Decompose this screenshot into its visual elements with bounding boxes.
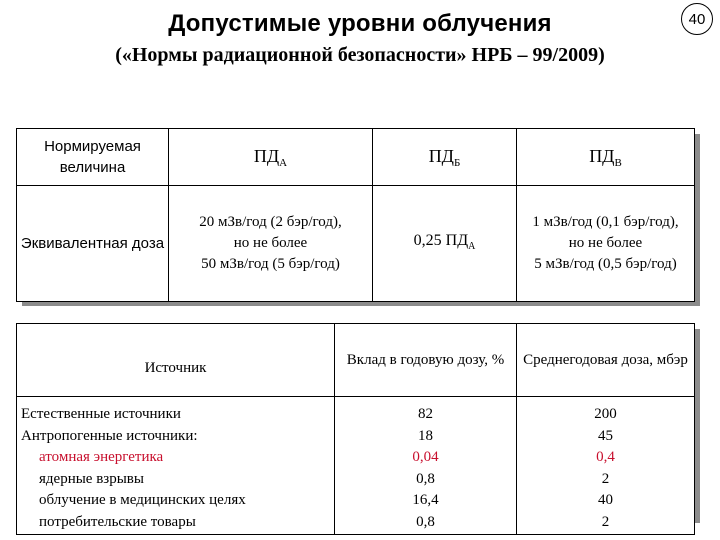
list-item: 2 [601, 513, 610, 530]
list-item: 18 [418, 427, 433, 444]
list-item: 45 [598, 427, 613, 444]
list-item: 200 [594, 406, 617, 422]
sources-table-header [17, 324, 695, 397]
list-item: атомная энергетика [39, 449, 164, 466]
source-list [17, 397, 335, 535]
header-pd-b: $ПД_Б$ [373, 129, 517, 186]
row-label-cell: Эквивалентная доза [17, 186, 169, 302]
limits-table-row [17, 186, 695, 302]
header-label-cell: Нормируемая величина [17, 129, 169, 186]
header-pd-v: $ПД_В$ [517, 129, 695, 186]
list-item: ядерные взрывы [39, 470, 144, 487]
list-item: 2 [601, 470, 610, 487]
list-item: 0,8 [416, 513, 435, 530]
contribution-list [335, 397, 517, 535]
sources-table-body [17, 397, 695, 535]
list-item: 0,4 [596, 449, 615, 466]
list-item: 40 [598, 492, 613, 509]
header-pd-a: $ПД_А$ [169, 129, 373, 186]
list-item: Естественные источники [21, 406, 181, 422]
limits-table-header [17, 129, 695, 186]
list-item: 0,04 [412, 449, 439, 466]
limits-table [16, 128, 695, 302]
dose-list [517, 397, 695, 535]
list-item: 16,4 [412, 492, 439, 509]
page-subtitle: («Нормы радиационной безопасности» НРБ – 99/2009) [115, 44, 605, 66]
header-dose: Среднегодовая доза, мбэр [517, 324, 695, 397]
list-item: потребительские товары [39, 513, 196, 530]
pd-b-value: 0,25 $ПД_А$ [373, 186, 517, 302]
sources-table [16, 323, 695, 535]
list-item: 82 [418, 406, 433, 422]
pd-a-value: 20 мЗв/год (2 бэр/год), но не более 50 мЗв/год (5 бэр/год) [169, 186, 373, 302]
list-item: облучение в медицинских целях [39, 492, 246, 509]
pd-v-value: 1 мЗв/год (0,1 бэр/год), но не более 5 мЗв/год (0,5 бэр/год) [517, 186, 695, 302]
page-title: Допустимые уровни облучения [168, 10, 552, 37]
list-item: 0,8 [416, 470, 435, 487]
page-number: 40 [681, 3, 713, 35]
header-contribution: Вклад в годовую дозу, % [335, 324, 517, 397]
header-source: Источник [17, 324, 335, 397]
list-item: Антропогенные источники: [21, 427, 198, 444]
